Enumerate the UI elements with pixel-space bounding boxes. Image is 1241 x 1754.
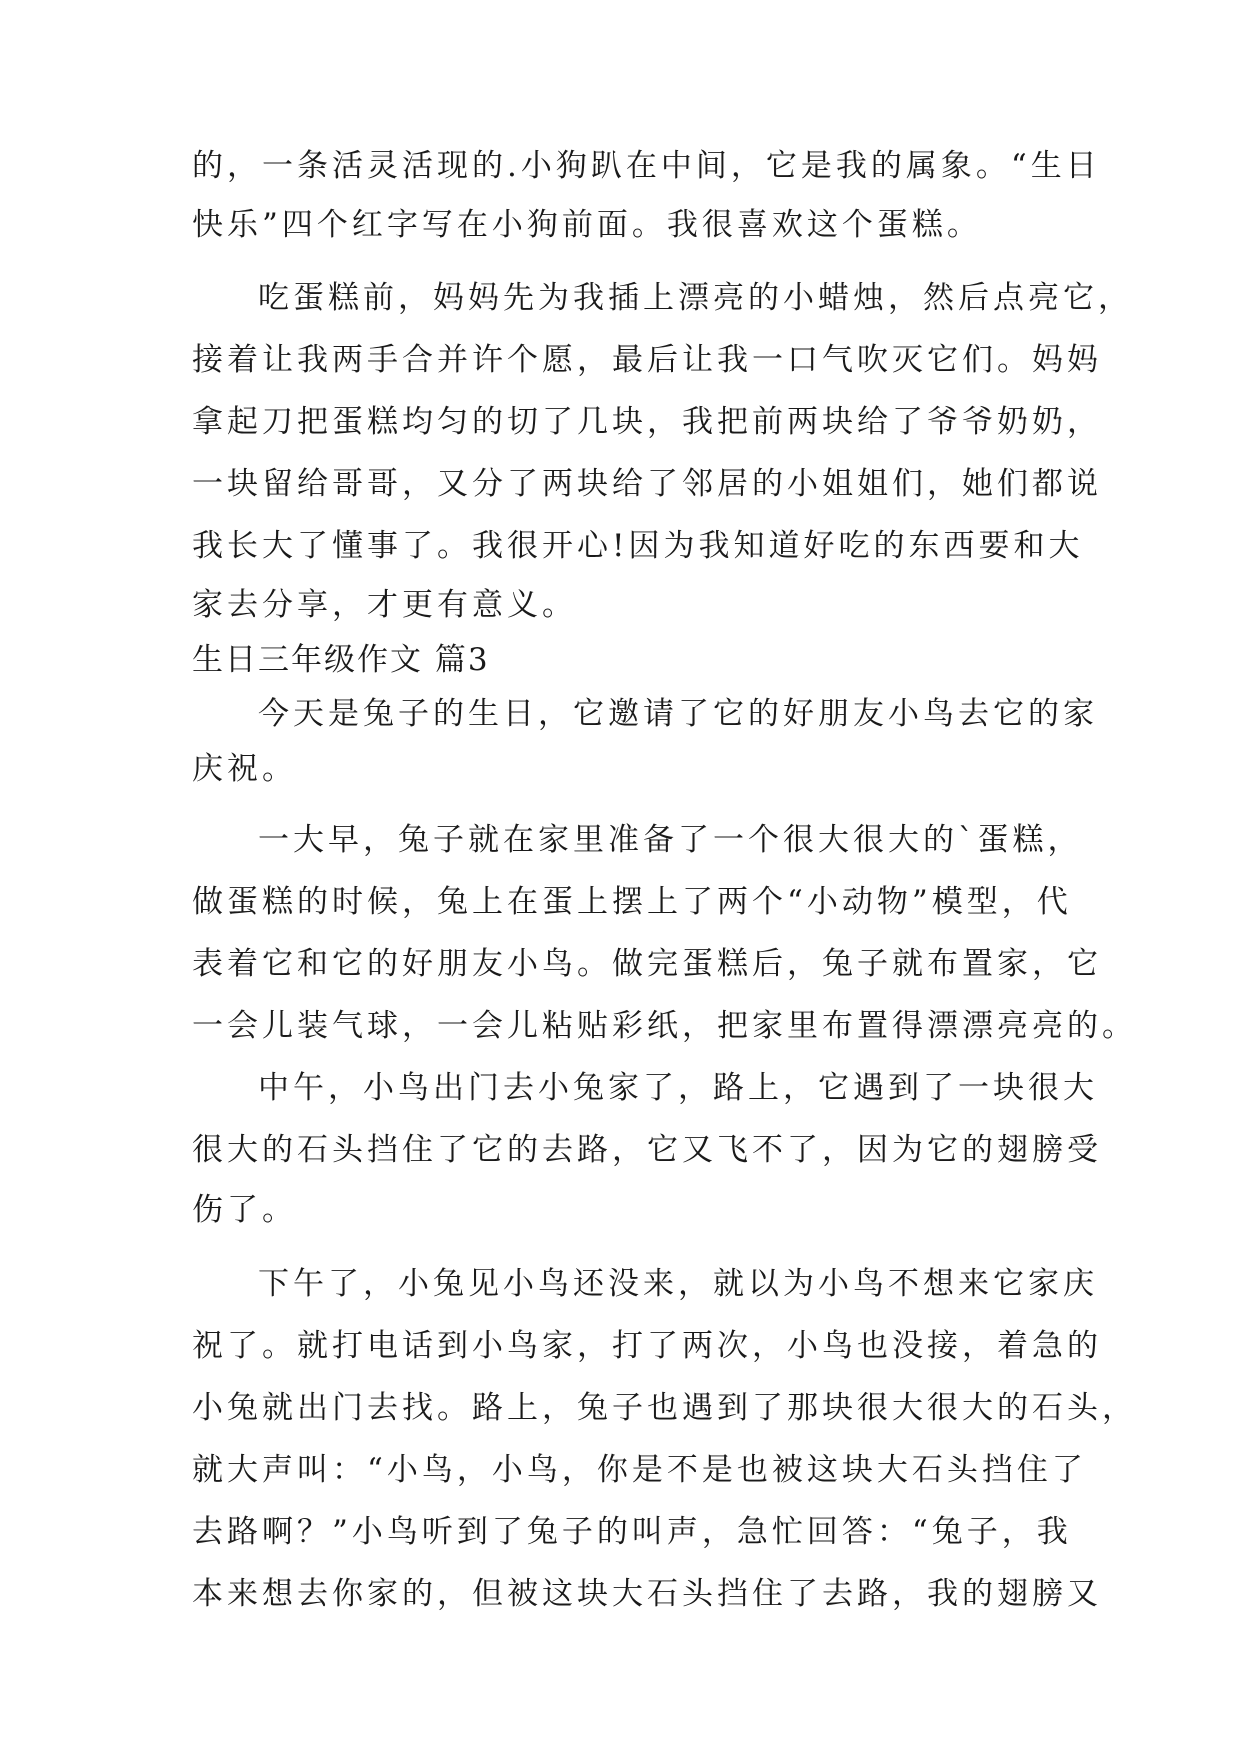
- paragraph-first-line: 今天是兔子的生日，它邀请了它的好朋友小鸟去它的家: [258, 696, 1098, 732]
- paragraph-first-line: 下午了，小兔见小鸟还没来，就以为小鸟不想来它家庆: [258, 1266, 1098, 1302]
- text-line: 一块留给哥哥，又分了两块给了邻居的小姐姐们，她们都说: [192, 466, 1102, 502]
- text-line: 庆祝。: [192, 751, 297, 787]
- text-line: 拿起刀把蛋糕均匀的切了几块，我把前两块给了爷爷奶奶，: [192, 404, 1102, 440]
- text-line: 我长大了懂事了。我很开心!因为我知道好吃的东西要和大: [192, 528, 1084, 564]
- text-line: 快乐”四个红字写在小狗前面。我很喜欢这个蛋糕。: [192, 207, 982, 243]
- text-line: 很大的石头挡住了它的去路，它又飞不了，因为它的翅膀受: [192, 1132, 1102, 1168]
- text-line: 本来想去你家的，但被这块大石头挡住了去路，我的翅膀又: [192, 1576, 1102, 1612]
- section-heading: 生日三年级作文 篇3: [192, 642, 490, 678]
- text-line: 伤了。: [192, 1192, 297, 1228]
- paragraph-first-line: 一大早，兔子就在家里准备了一个很大很大的`蛋糕，: [258, 822, 1083, 858]
- text-line: 做蛋糕的时候，兔上在蛋上摆上了两个“小动物”模型，代: [192, 884, 1072, 920]
- text-line: 一会儿装气球，一会儿粘贴彩纸，把家里布置得漂漂亮亮的。: [192, 1008, 1137, 1044]
- text-line: 去路啊？”小鸟听到了兔子的叫声，急忙回答：“兔子，我: [192, 1514, 1072, 1550]
- text-line: 祝了。就打电话到小鸟家，打了两次，小鸟也没接，着急的: [192, 1328, 1102, 1364]
- text-line: 表着它和它的好朋友小鸟。做完蛋糕后，兔子就布置家，它: [192, 946, 1102, 982]
- text-line: 的，一条活灵活现的.小狗趴在中间，它是我的属象。“生日: [192, 148, 1101, 184]
- paragraph-first-line: 吃蛋糕前，妈妈先为我插上漂亮的小蜡烛，然后点亮它，: [258, 280, 1133, 316]
- text-line: 家去分享，才更有意义。: [192, 587, 577, 623]
- text-line: 小兔就出门去找。路上，兔子也遇到了那块很大很大的石头，: [192, 1390, 1137, 1426]
- paragraph-first-line: 中午，小鸟出门去小兔家了，路上，它遇到了一块很大: [258, 1070, 1098, 1106]
- text-line: 接着让我两手合并许个愿，最后让我一口气吹灭它们。妈妈: [192, 342, 1102, 378]
- text-line: 就大声叫：“小鸟，小鸟，你是不是也被这块大石头挡住了: [192, 1452, 1087, 1488]
